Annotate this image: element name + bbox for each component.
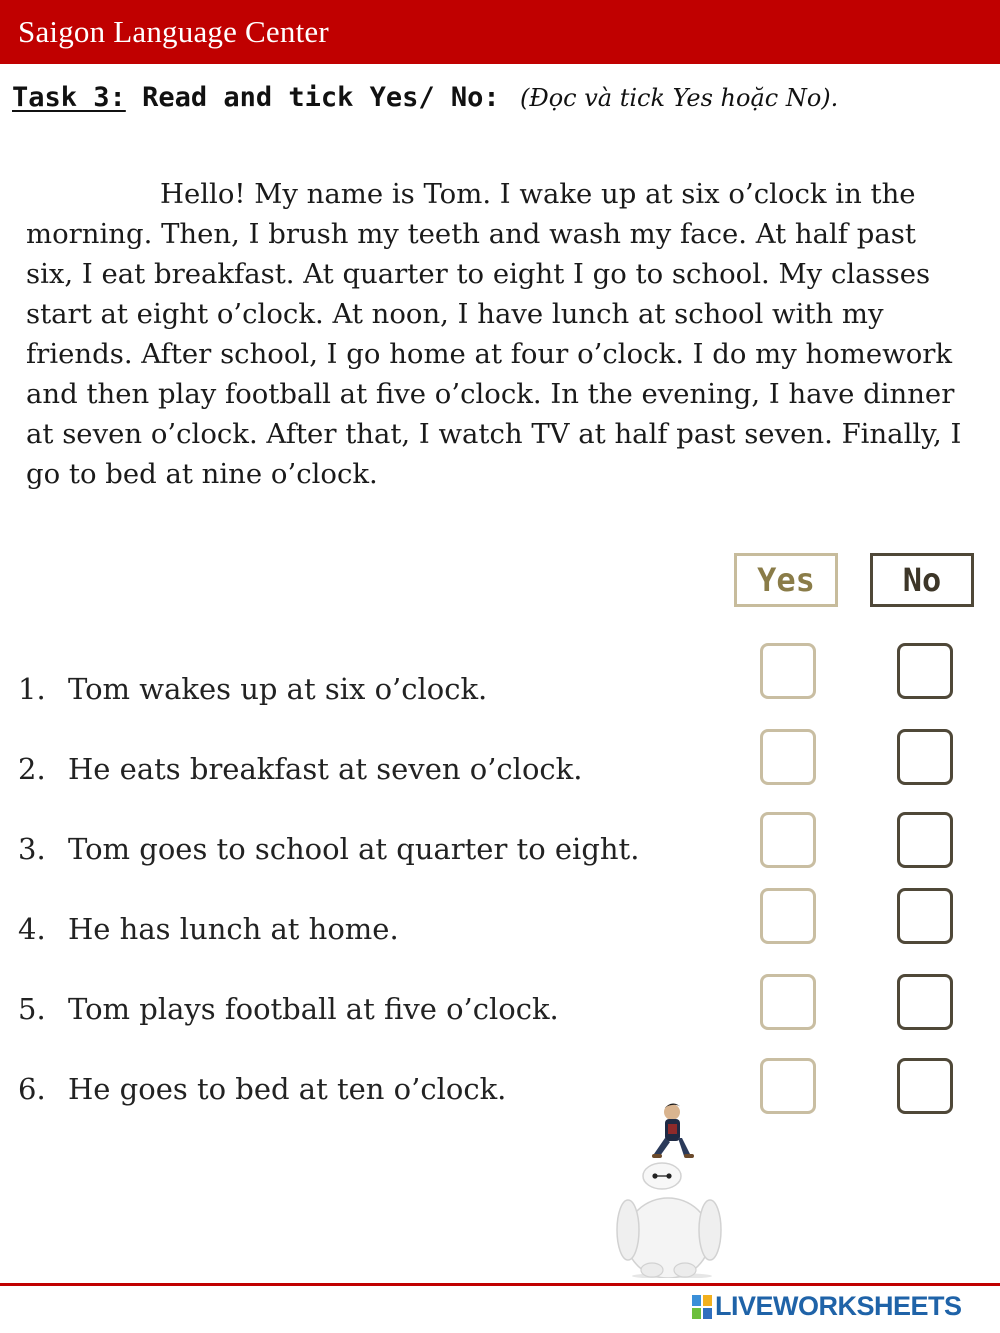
task-note: (Đọc và tick Yes hoặc No). [519, 84, 839, 112]
yes-checkbox-3[interactable] [760, 812, 816, 868]
no-checkbox-6[interactable] [897, 1058, 953, 1114]
question-2 [18, 752, 582, 786]
no-checkbox-5[interactable] [897, 974, 953, 1030]
yes-checkbox-1[interactable] [760, 643, 816, 699]
question-number: 1. [18, 672, 46, 706]
question-number: 6. [18, 1072, 46, 1106]
no-checkbox-1[interactable] [897, 643, 953, 699]
no-checkbox-2[interactable] [897, 729, 953, 785]
task-label: Task 3: [12, 82, 126, 113]
liveworksheets-logo [692, 1291, 962, 1322]
logo-text: LIVEWORKSHEETS [715, 1291, 962, 1321]
question-5 [18, 992, 559, 1026]
question-text: Tom goes to school at quarter to eight. [68, 832, 640, 866]
question-text: He goes to bed at ten o’clock. [68, 1072, 507, 1106]
header-title: Saigon Language Center [18, 14, 329, 49]
task-heading [12, 82, 838, 113]
baymax-mascot-image [612, 1098, 724, 1278]
question-text: He eats breakfast at seven o’clock. [68, 752, 583, 786]
question-6 [18, 1072, 506, 1106]
question-number: 4. [18, 912, 46, 946]
question-1 [18, 672, 487, 706]
yes-checkbox-6[interactable] [760, 1058, 816, 1114]
question-4 [18, 912, 399, 946]
footer-divider [0, 1283, 1000, 1286]
question-text: Tom wakes up at six o’clock. [68, 672, 488, 706]
question-number: 3. [18, 832, 46, 866]
yes-checkbox-4[interactable] [760, 888, 816, 944]
header-bar [0, 0, 1000, 64]
yes-column-header: Yes [734, 553, 838, 607]
reading-passage: Hello! My name is Tom. I wake up at six o’clock in the morning. Then, I brush my teeth and wash my face. At half past six, I eat breakfast. At quarter to eight I go to school. My classes start at eight o’clock. At noon, I have lunch at school with my friends. After school, I go home at four o’clock. I do my homework and then play football at five o’clock. In the evening, I have dinner at seven o’clock. After that, I watch TV at half past seven. Finally, I go to bed at nine o’clock. [26, 178, 962, 490]
yes-checkbox-2[interactable] [760, 729, 816, 785]
no-checkbox-3[interactable] [897, 812, 953, 868]
logo-mark-icon [692, 1295, 712, 1319]
no-checkbox-4[interactable] [897, 888, 953, 944]
no-column-header: No [870, 553, 974, 607]
task-instruction: Read and tick Yes/ No: [142, 82, 500, 113]
question-number: 5. [18, 992, 46, 1026]
question-text: Tom plays football at five o’clock. [68, 992, 559, 1026]
question-3 [18, 832, 639, 866]
question-number: 2. [18, 752, 46, 786]
yes-checkbox-5[interactable] [760, 974, 816, 1030]
question-text: He has lunch at home. [68, 912, 399, 946]
